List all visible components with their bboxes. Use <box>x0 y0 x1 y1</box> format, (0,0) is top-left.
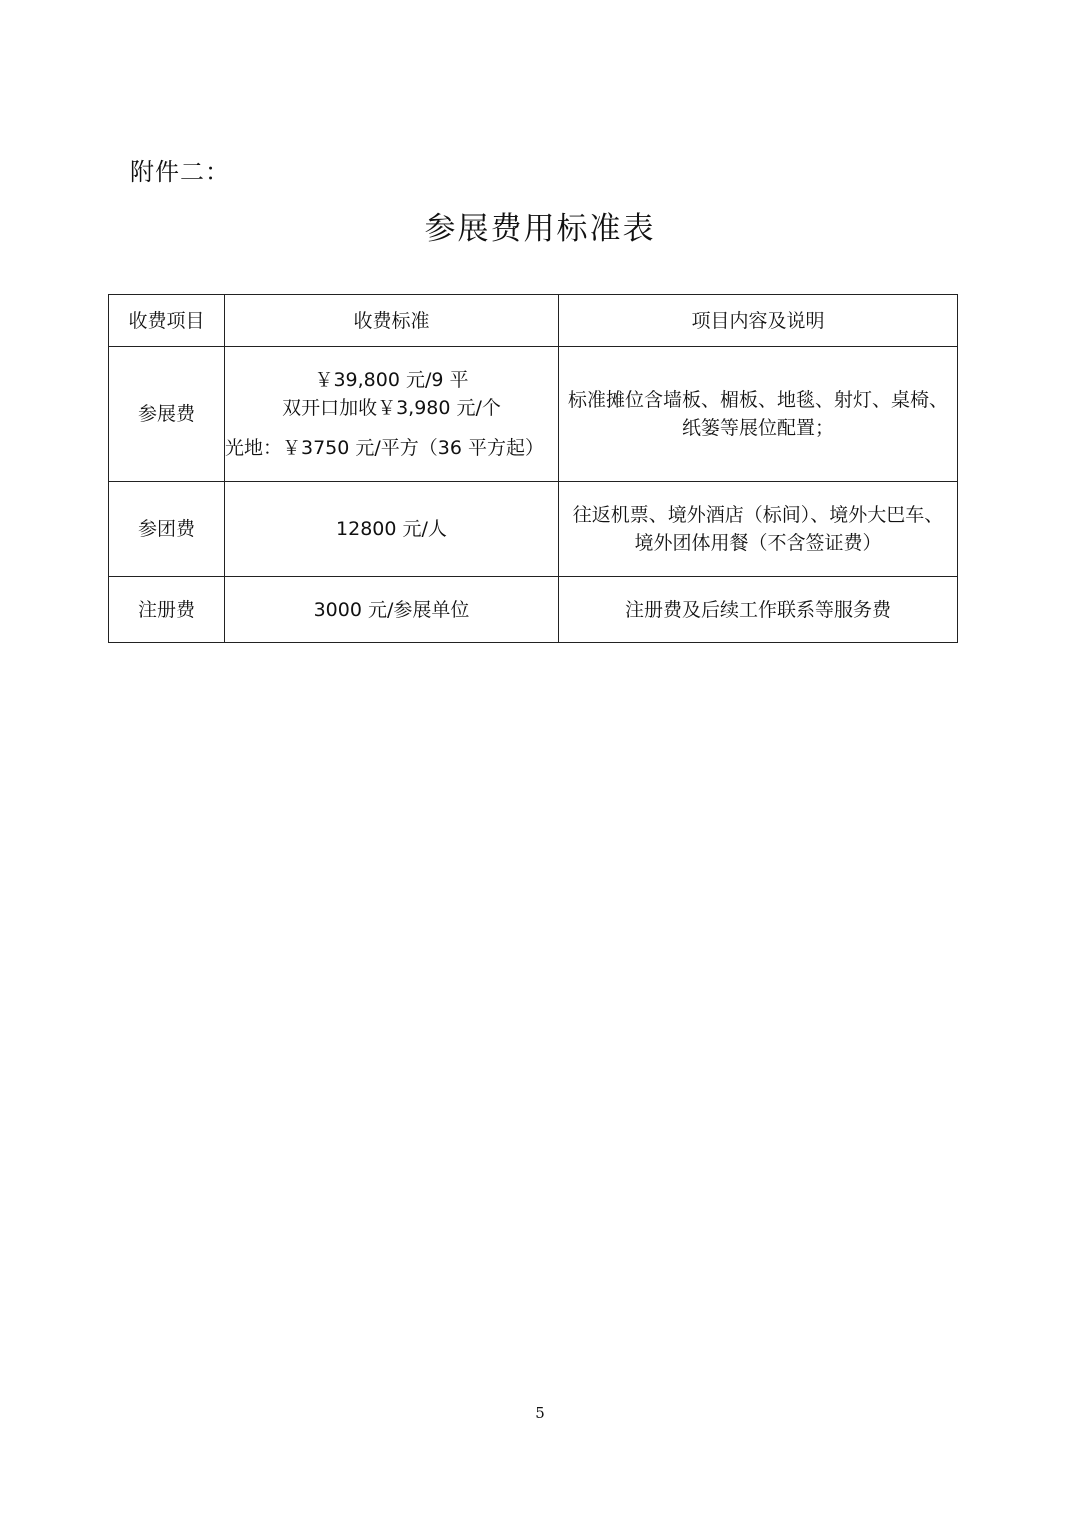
description-cell <box>559 482 958 577</box>
header-fee-standard: 收费标准 <box>225 295 559 347</box>
fee-standard-line: ￥39,800 元/9 平 <box>314 369 469 391</box>
table-row <box>109 482 958 577</box>
fee-standard-cell <box>225 347 559 482</box>
fee-standard-line: 双开口加收￥3,980 元/个 <box>282 397 501 419</box>
description-line: 注册费及后续工作联系等服务费 <box>624 598 891 621</box>
description-line: 标准摊位含墙板、楣板、地毯、射灯、桌椅、 <box>567 389 948 411</box>
header-description: 项目内容及说明 <box>559 295 958 347</box>
fee-item-cell: 注册费 <box>109 577 225 643</box>
fee-item-cell: 参团费 <box>109 482 225 577</box>
page-number: 5 <box>535 1404 545 1422</box>
line-gap <box>225 422 558 434</box>
description-line: 往返机票、境外酒店（标间）、境外大巴车、 <box>572 504 944 526</box>
description-cell <box>559 577 958 643</box>
fee-standard-cell <box>225 577 559 643</box>
attachment-label: 附件二： <box>130 158 230 186</box>
table-row <box>109 577 958 643</box>
fee-standard-line: 光地：￥3750 元/平方（36 平方起） <box>225 437 545 459</box>
fee-standard-line: 12800 元/人 <box>336 518 447 540</box>
page-title: 参展费用标准表 <box>424 211 656 247</box>
table-row <box>109 347 958 482</box>
table-header-row <box>109 295 958 347</box>
description-cell <box>559 347 958 482</box>
description-line: 纸篓等展位配置； <box>681 417 834 439</box>
fee-standard-line: 3000 元/参展单位 <box>313 598 470 621</box>
description-line: 境外团体用餐（不含签证费） <box>634 532 882 554</box>
header-fee-item: 收费项目 <box>109 295 225 347</box>
fee-item-cell: 参展费 <box>109 347 225 482</box>
fee-standard-cell <box>225 482 559 577</box>
fee-standard-table <box>108 294 958 643</box>
